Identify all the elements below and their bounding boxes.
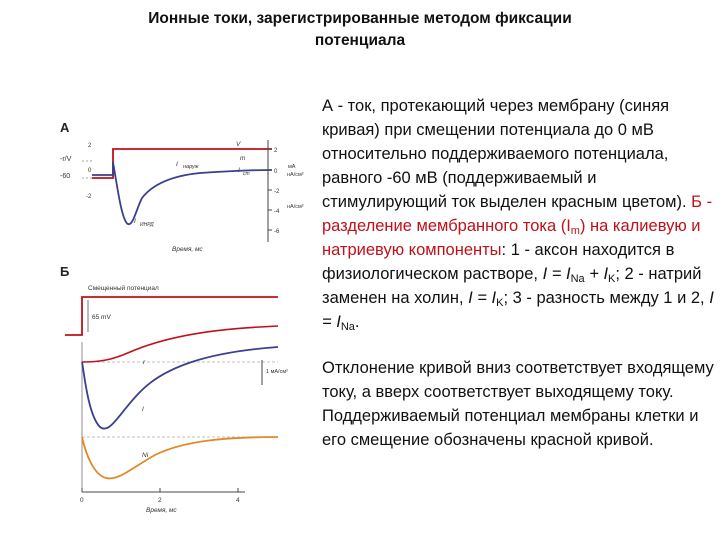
panel-a-label-i: I [176,161,178,168]
desc-formula-1a: I = I [542,265,571,283]
panel-a-tick-minus2: -2 [86,194,92,200]
panel-a-label-60: -60 [60,173,71,180]
desc-formula-2: I = I [468,289,497,307]
description-paragraph-2: Отклонение кривой вниз соответствует входящему току, а вверх соответствует выходящему току. Поддерживаемый потенциал мембраны клетки и его смещение обозначены красной кривой. [322,359,714,449]
panel-b-x-ticks [82,488,238,492]
panel-b-na-current [82,437,278,478]
desc-item-1: : 1 - аксон находится в физиологическом растворе, [322,241,675,283]
panel-a-unit-2: нА/см² [287,172,304,178]
panel-a-axis-minus4: -4 [274,209,280,215]
panel-b-xtick-0: 0 [80,497,84,504]
panel-a-label-v: V [236,141,241,148]
panel-a-label-m: m [240,155,246,162]
desc-end: . [354,313,360,331]
title-line-2: потенциала [314,32,406,49]
desc-sub-m: m [570,225,580,237]
panel-b-xtick-2: 2 [158,497,162,504]
description-paragraph-1 [322,94,714,334]
panel-b-x-label: Время, мс [146,507,177,514]
panel-a-right-axis-ticks [268,149,272,230]
desc-item-3: ; 3 - разность между 1 и 2, [503,289,710,307]
desc-sub-na-1: Na [570,273,585,285]
description-text [322,94,714,452]
panel-b-step-label: 65 mV [92,314,111,321]
panel-a-label-i-st: I [238,167,240,174]
panel-a-unit-1: мА [288,164,296,170]
desc-sub-na-3: Na [340,321,355,333]
desc-formula-3: I = I [322,289,714,331]
panel-b-label-r: r [143,359,146,366]
panel-b-k-current [82,326,278,362]
desc-sub-k-1: K [608,273,616,285]
panel-a-label-st: ст [243,171,250,177]
title-line-1: Ионные токи, зарегистрированные методом фиксации [148,10,572,27]
panel-a-axis-minus6: -6 [274,229,280,235]
panel-a-x-label: Время, мс [172,246,203,253]
panel-b-letter: Б [60,264,70,279]
panel-b-label-i: I [142,406,144,413]
desc-formula-1b: + I [584,265,609,283]
desc-part-a: А - ток, протекающий через мембрану (синяя кривая) при смещении потенциала до 0 мВ относительно поддерживаемого потенциала, равного -60 мВ (поддерживаемый и стимулирующий ток выделен красным цветом). [322,97,692,211]
panel-a-label-rv: -r/V [60,156,72,163]
panel-a-letter: А [60,120,70,135]
panel-a-axis-2: 2 [274,148,278,154]
panel-a-axis-0: 0 [274,169,278,175]
panel-a-tick-0: 0 [88,168,92,174]
desc-item-2: ; 2 - натрий заменен на холин, [322,265,702,307]
panel-b-scale-label: 1 мА/см² [266,369,288,375]
panel-a-label-outward: наруж [183,164,199,170]
panel-b-label-ni: Ni [142,452,149,459]
panel-a-label-i-inward: I [134,218,136,225]
panel-a-label-inward: ИНРД [140,222,154,228]
panel-b-potential-label: Смещенный потенциал [88,285,159,292]
desc-part-b-title: Б - разделение мембранного тока (I [322,193,713,235]
panel-a-axis-minus2: -2 [274,189,280,195]
panel-a-tick-2: 2 [88,143,92,149]
desc-part-b-title-2: ) на калиевую и натриевую компоненты [322,217,701,259]
panel-b-xtick-4: 4 [236,497,240,504]
panel-a-unit-3: нА/см² [287,204,304,210]
desc-sub-k-2: K [496,297,504,309]
